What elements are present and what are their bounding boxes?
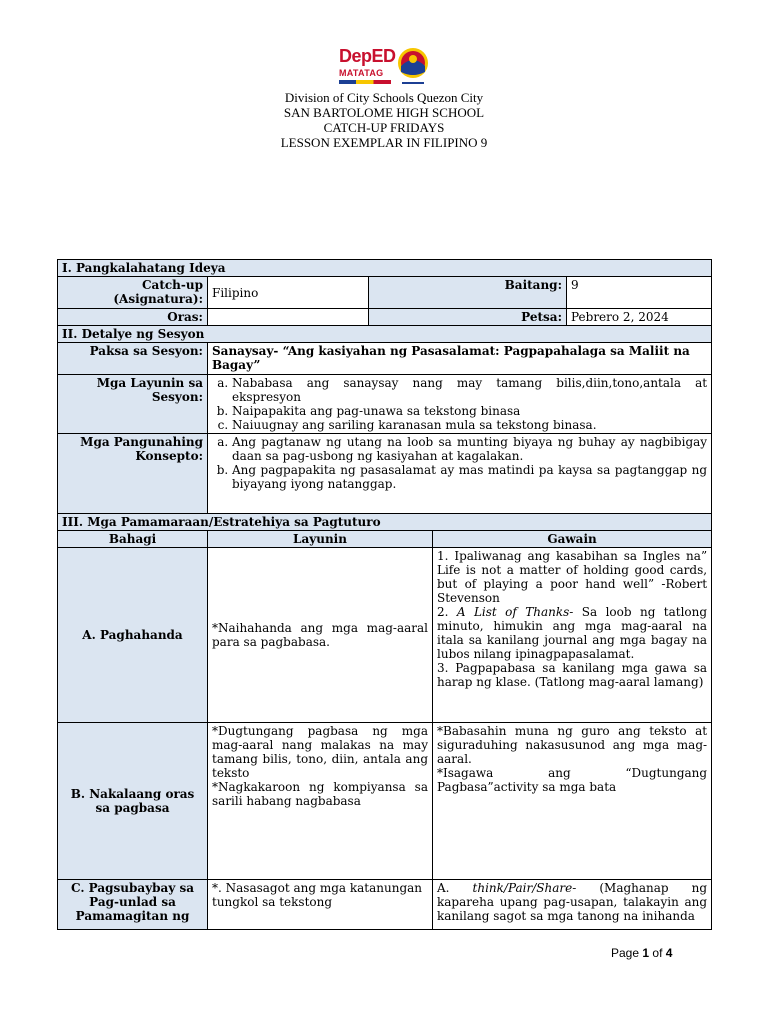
oras-value [208,309,369,326]
row-b-layunin-2: *Nagkakaroon ng kompiyansa sa sarili habang nagbabasa [212,780,428,808]
matatag-text: MATATAG [339,68,384,78]
layunin-label: Mga Layunin sa Sesyon: [58,375,208,434]
catchup-value: Filipino [208,277,369,309]
paksa-value: Sanaysay- “Ang kasiyahan ng Pasasalamat: Pagpapahalaga sa Maliit na Bagay” [208,343,712,375]
layunin-item: b. Naipapakita ang pag-unawa sa tekstong binasa [232,404,707,418]
konsepto-list [212,435,707,491]
row-a-gawain-1: 1. Ipaliwanag ang kasabihan sa Ingles na” Life is not a matter of holding good cards, but of playing a poor hand well” -Robert Stevenson [437,549,708,605]
baitang-label: Baitang: [369,277,567,309]
row-b-gawain [433,723,712,880]
page-number: Page 1 of 4 [611,946,673,960]
col-header-bahagi: Bahagi [58,531,208,548]
row-c-gawain: A. think/Pair/Share- (Maghanap ng kapareha upang pag-usapan, talakayin ang kanilang sagot sa mga tanong na inihanda [433,880,712,930]
row-a-gawain-3: 3. Pagpapabasa sa kanilang mga gawa sa harap ng klase. (Tatlong mag-aaral lamang) [437,661,708,689]
current-page: 1 [642,946,650,960]
paksa-label: Paksa sa Sesyon: [58,343,208,375]
layunin-item: a. Nababasa ang sanaysay nang may tamang bilis,diin,tono,antala at ekspresyon [232,376,707,404]
deped-logo-text-a: Dep [339,46,372,66]
total-pages: 4 [665,946,673,960]
lesson-exemplar-table [57,259,712,930]
row-b-gawain-1: *Babasahin muna ng guro ang teksto at siguraduhing nakasusunod ang mga mag-aaral. [437,724,708,766]
section-2-title: II. Detalye ng Sesyon [58,326,712,343]
row-a-layunin: *Naihahanda ang mga mag-aaral para sa pagbabasa. [208,548,433,723]
header-logos [0,44,768,90]
row-b-layunin [208,723,433,880]
section-1-title: I. Pangkalahatang Ideya [58,260,712,277]
layunin-list [212,376,707,432]
program-name: CATCH-UP FRIDAYS [323,120,445,135]
konsepto-label: Mga Pangunahing Konsepto: [58,434,208,514]
petsa-label: Petsa: [369,309,567,326]
row-a-gawain [433,548,712,723]
list-of-thanks-title: A List of Thanks- [456,605,574,619]
petsa-value: Pebrero 2, 2024 [567,309,712,326]
row-a-gawain-2: 2. A List of Thanks- Sa loob ng tatlong minuto, himukin ang mga mag-aaral na itala sa kanilang journal ang mga bagay na lubos nilang ipinagpapasalamat. [437,605,708,661]
baitang-value: 9 [567,277,712,309]
col-header-gawain: Gawain [433,531,712,548]
section-3-title: III. Mga Pamamaraan/Estratehiya sa Pagtuturo [58,514,712,531]
row-b-gawain-2: *Isagawa ang “Dugtungang Pagbasa”activity sa mga bata [437,766,708,794]
division-name: Division of City Schools Quezon City [284,90,484,105]
col-header-layunin: Layunin [208,531,433,548]
think-pair-share-title: think/Pair/Share- [472,881,577,895]
row-a-bahagi: A. Paghahanda [58,548,208,723]
konsepto-list-cell [208,434,712,514]
deped-logo-text-b: ED [371,46,396,66]
school-name: SAN BARTOLOME HIGH SCHOOL [283,105,485,120]
row-c-layunin: *. Nasasagot ang mga katanungan tungkol sa tekstong [208,880,433,930]
document-title: LESSON EXEMPLAR IN FILIPINO 9 [280,135,488,150]
layunin-item: c. Naiuugnay ang sariling karanasan mula sa tekstong binasa. [232,418,707,432]
row-b-bahagi: B. Nakalaang oras sa pagbasa [58,723,208,880]
row-c-bahagi: C. Pagsubaybay sa Pag-unlad sa Pamamagitan ng [58,880,208,930]
catchup-label: Catch-up (Asignatura): [58,277,208,309]
bagong-pilipinas-seal [396,44,430,90]
deped-color-bars [339,80,391,84]
deped-logo [339,46,396,88]
konsepto-item: b. Ang pagpapakita ng pasasalamat ay mas matindi pa kaysa sa pagtanggap ng biyayang iyong natanggap. [232,463,707,491]
row-b-layunin-1: *Dugtungang pagbasa ng mga mag-aaral nang malakas na may tamang bilis, tono, diin, antala ang teksto [212,724,428,780]
document-header [0,90,768,150]
oras-label: Oras: [58,309,208,326]
konsepto-item: a. Ang pagtanaw ng utang na loob sa munting biyaya ng buhay ay nagbibigay daan sa pag-usbong ng kasiyahan at kagalakan. [232,435,707,463]
layunin-list-cell [208,375,712,434]
